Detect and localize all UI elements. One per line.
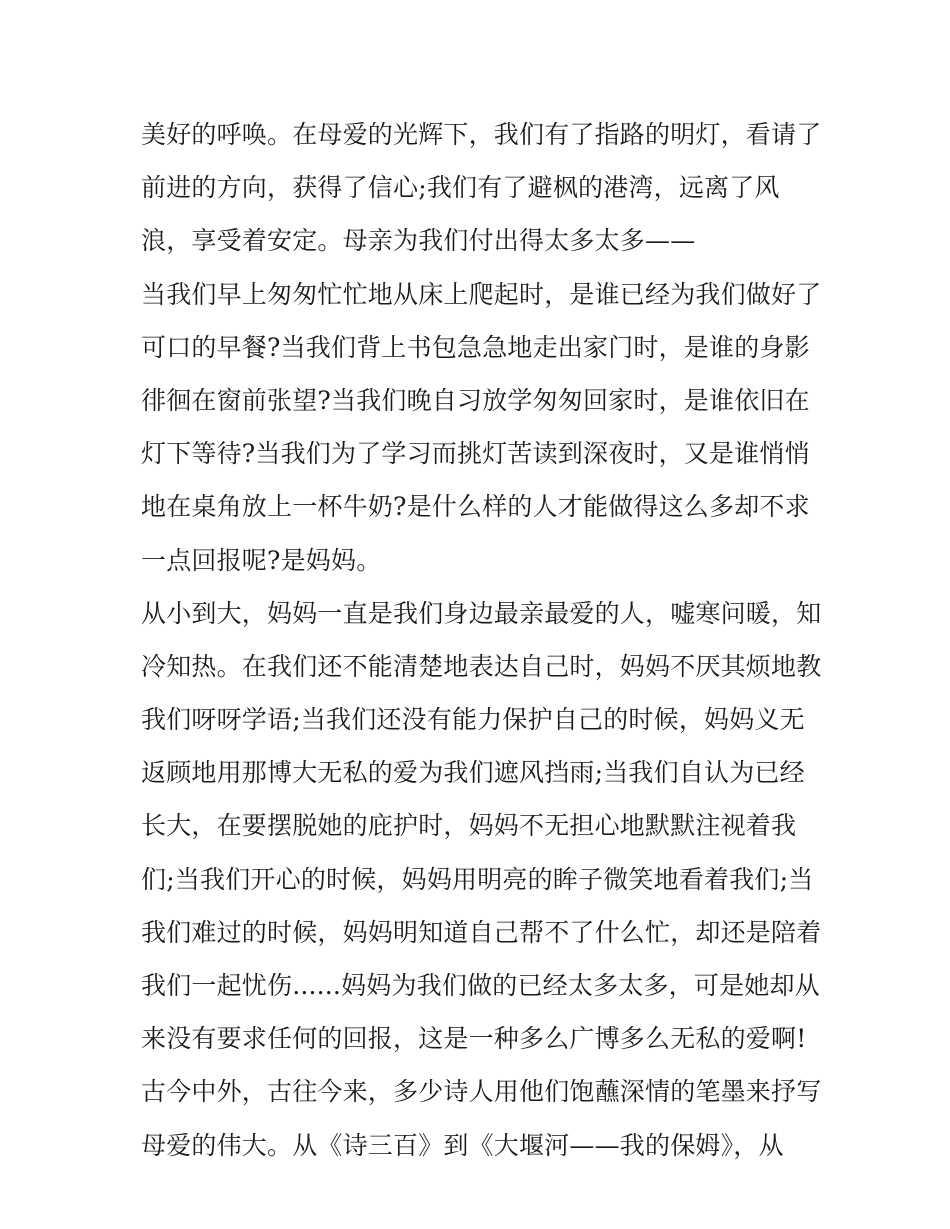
text-line: 徘徊在窗前张望?当我们晚自习放学匆匆回家时，是谁依旧在 <box>141 385 810 415</box>
text-line: 地在桌角放上一杯牛奶?是什么样的人才能做得这么多却不求 <box>141 492 810 522</box>
text-line: 冷知热。在我们还不能清楚地表达自己时，妈妈不厌其烦地教 <box>141 651 822 681</box>
text-line: 我们呀呀学语;当我们还没有能力保护自己的时候，妈妈义无 <box>141 705 805 735</box>
text-line: 当我们早上匆匆忙忙地从床上爬起时，是谁已经为我们做好了 <box>141 279 822 309</box>
text-line: 灯下等待?当我们为了学习而挑灯苦读到深夜时，又是谁悄悄 <box>141 439 810 469</box>
text-line: 们;当我们开心的时候，妈妈用明亮的眸子微笑地看着我们;当 <box>141 864 814 894</box>
text-line: 母爱的伟大。从《诗三百》到《大堰河——我的保姆》，从 <box>141 1130 784 1160</box>
text-line: 前进的方向，获得了信心;我们有了避枫的港湾，远离了风 <box>141 173 780 203</box>
text-line: 我们一起忧伤......妈妈为我们做的已经太多太多，可是她却从 <box>141 971 820 1000</box>
text-line: 返顾地用那博大无私的爱为我们遮风挡雨;当我们自认为已经 <box>141 758 805 788</box>
text-line: 从小到大，妈妈一直是我们身边最亲最爱的人，嘘寒问暖，知 <box>141 598 822 628</box>
text-line: 我们难过的时候，妈妈明知道自己帮不了什么忙，却还是陪着 <box>141 917 822 947</box>
text-line: 来没有要求任何的回报，这是一种多么广博多么无私的爱啊! <box>141 1024 807 1054</box>
text-line: 一点回报呢?是妈妈。 <box>141 545 382 575</box>
text-line: 长大，在要摆脱她的庇护时，妈妈不无担心地默默注视着我 <box>141 811 797 841</box>
text-line: 可口的早餐?当我们背上书包急急地走出家门时，是谁的身影 <box>141 332 810 362</box>
text-line: 浪，享受着安定。母亲为我们付出得太多太多—— <box>141 226 696 256</box>
text-line: 美好的呼唤。在母爱的光辉下，我们有了指路的明灯，看请了 <box>141 120 822 149</box>
body-text <box>141 108 821 1172</box>
text-line: 古今中外，古往今来，多少诗人用他们饱蘸深情的笔墨来抒写 <box>141 1077 822 1107</box>
